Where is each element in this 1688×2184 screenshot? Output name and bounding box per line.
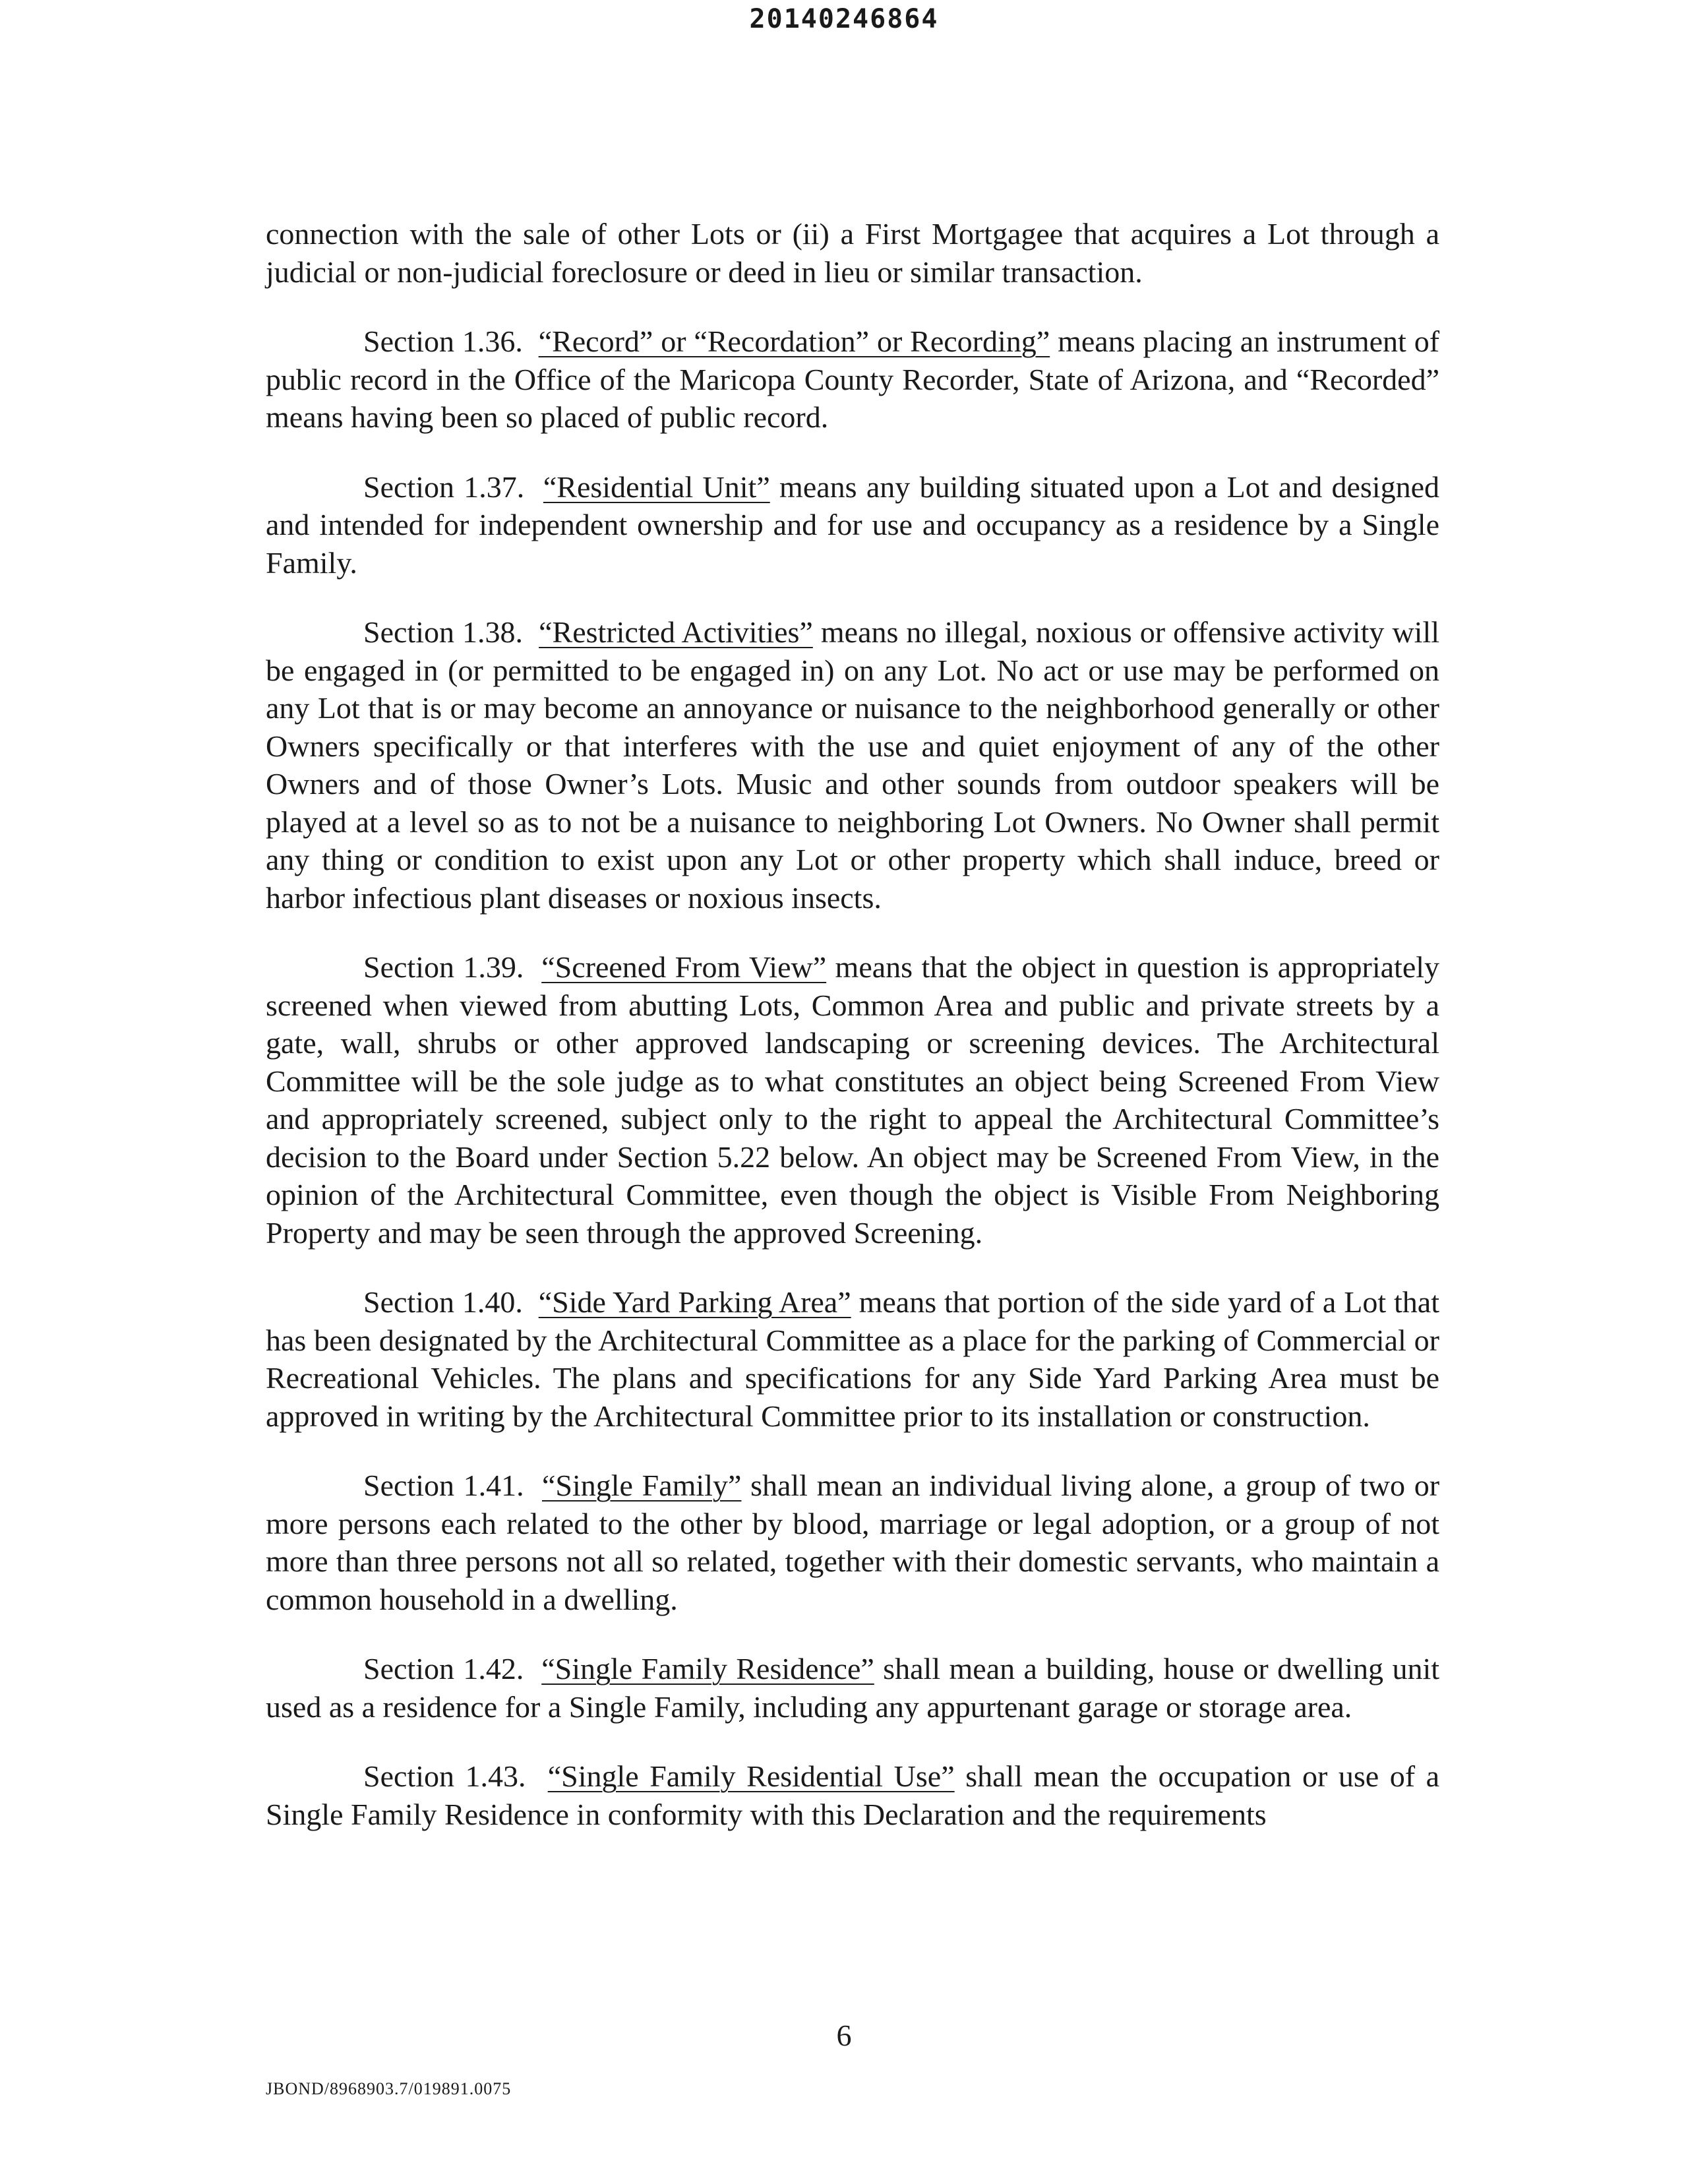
- section-label: Section 1.42.: [363, 1652, 524, 1685]
- paragraph-continuation: [266, 215, 1439, 291]
- paragraph-text: connection with the sale of other Lots or (ii) a First Mortgagee that acquires a Lot through a judicial or non-judicial foreclosure or deed in lieu or similar transaction.: [266, 217, 1439, 289]
- section-1-39: [266, 948, 1439, 1252]
- section-label: Section 1.39.: [363, 950, 524, 984]
- section-label: Section 1.41.: [363, 1469, 524, 1502]
- defined-term: “Record” or “Recordation” or Recording”: [538, 324, 1050, 358]
- section-label: Section 1.37.: [363, 470, 525, 504]
- section-text: means any building situated upon a Lot and designed and intended for independent ownership and for use and occupancy as a residence by a Single Family.: [266, 470, 1439, 580]
- section-1-42: [266, 1650, 1439, 1726]
- document-number: 20140246864: [749, 4, 939, 34]
- section-1-43: [266, 1757, 1439, 1833]
- section-text: shall mean an individual living alone, a group of two or more persons each related to the other by blood, marriage or legal adoption, or a group of not more than three persons not all so related, together with their domestic servants, who maintain a common household in a dwelling.: [266, 1469, 1440, 1616]
- section-text: shall mean a building, house or dwelling unit used as a residence for a Single Family, including any appurtenant garage or storage area.: [266, 1652, 1440, 1724]
- defined-term: “Side Yard Parking Area”: [538, 1285, 851, 1319]
- defined-term: “Screened From View”: [541, 950, 827, 984]
- section-text: shall mean the occupation or use of a Single Family Residence in conformity with this Declaration and the requirements: [266, 1759, 1440, 1831]
- footer-reference: JBOND/8968903.7/019891.0075: [266, 2079, 512, 2098]
- section-1-38: [266, 613, 1439, 917]
- defined-term: “Single Family”: [542, 1469, 742, 1502]
- defined-term: “Single Family Residence”: [541, 1652, 874, 1685]
- defined-term: “Restricted Activities”: [539, 615, 813, 649]
- defined-term: “Residential Unit”: [543, 470, 770, 504]
- section-label: Section 1.38.: [363, 615, 524, 649]
- section-text: means that the object in question is appropriately screened when viewed from abutting Lots, Common Area and public and private streets by a gate, wall, shrubs or other approved landscaping or screening devices. The Architectural Committee will be the sole judge as to what constitutes an object being Screened From View and appropriately screened, subject only to the right to appeal the Architectural Committee’s decision to the Board under Section 5.22 below. An object may be Screened From View, in the opinion of the Architectural Committee, even though the object is Visible From Neighboring Property and may be seen through the approved Screening.: [266, 950, 1440, 1250]
- page-number: 6: [836, 2018, 852, 2052]
- section-label: Section 1.36.: [363, 324, 523, 358]
- section-text: means that portion of the side yard of a Lot that has been designated by the Architectural Committee as a place for the parking of Commercial or Recreational Vehicles. The plans and specifications for any Side Yard Parking Area must be approved in writing by the Architectural Committee prior to its installation or construction.: [266, 1285, 1440, 1433]
- section-1-41: [266, 1467, 1439, 1618]
- section-label: Section 1.40.: [363, 1285, 523, 1319]
- section-text: means no illegal, noxious or offensive activity will be engaged in (or permitted to be engaged in) on any Lot. No act or use may be performed on any Lot that is or may become an annoyance or nuisance to the neighborhood generally or other Owners specifically or that interferes with the use and quiet enjoyment of any of the other Owners and of those Owner’s Lots. Music and other sounds from outdoor speakers will be played at a level so as to not be a nuisance to neighboring Lot Owners. No Owner shall permit any thing or condition to exist upon any Lot or other property which shall induce, breed or harbor infectious plant diseases or noxious insects.: [266, 615, 1440, 915]
- section-text: means placing an instrument of public record in the Office of the Maricopa County Recorder, State of Arizona, and “Recorded” means having been so placed of public record.: [266, 324, 1440, 434]
- section-label: Section 1.43.: [363, 1759, 526, 1793]
- section-1-36: [266, 322, 1439, 437]
- section-1-40: [266, 1283, 1439, 1435]
- section-1-37: [266, 468, 1439, 582]
- defined-term: “Single Family Residential Use”: [547, 1759, 955, 1793]
- document-body: [266, 215, 1439, 1865]
